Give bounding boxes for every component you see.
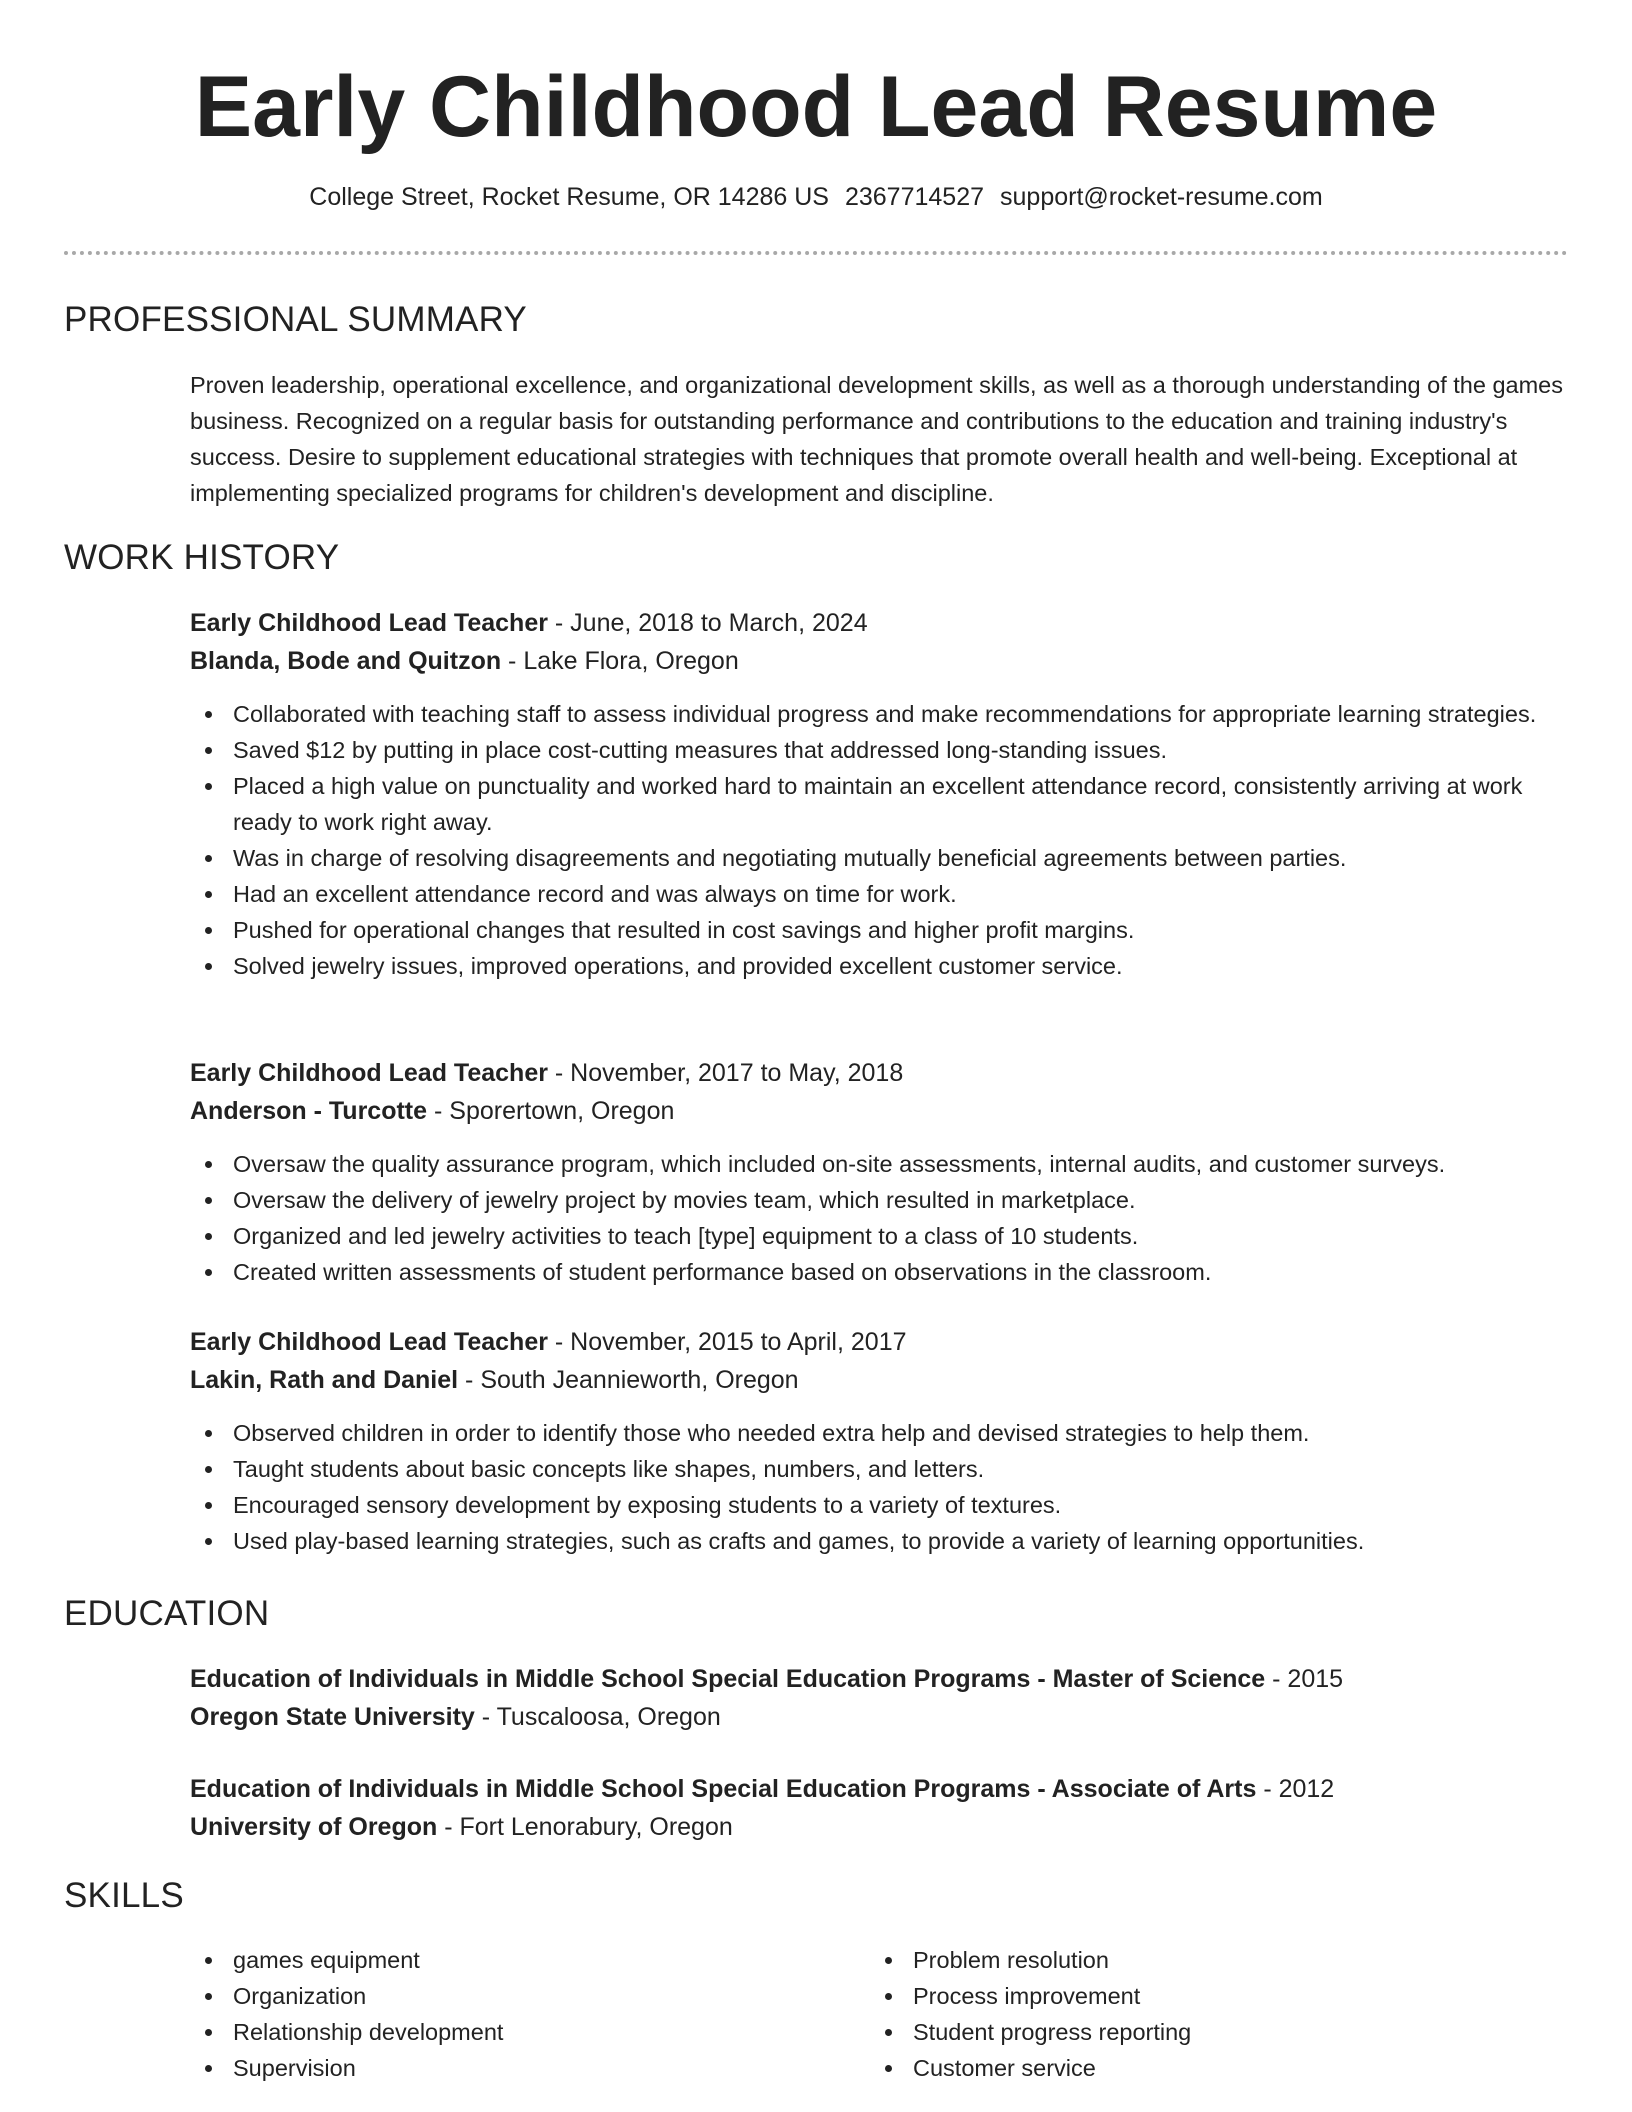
skill-item: Customer service (870, 2050, 1470, 2086)
job-title-line (190, 1323, 1570, 1361)
contact-address: College Street, Rocket Resume, OR 14286 US (309, 183, 829, 211)
skills-list-left (190, 1942, 790, 2086)
job-title: Early Childhood Lead Teacher (190, 1328, 548, 1356)
list-item: Encouraged sensory development by exposing students to a variety of textures. (190, 1487, 1570, 1523)
job-entry-3 (190, 1323, 1570, 1559)
skill-item: Organization (190, 1978, 790, 2014)
skills-list-right (870, 1942, 1470, 2086)
job-company: Blanda, Bode and Quitzon (190, 647, 502, 675)
job-bullets (190, 696, 1570, 984)
education-year: - 2012 (1256, 1775, 1335, 1803)
list-item: Oversaw the delivery of jewelry project by movies team, which resulted in marketplace. (190, 1182, 1570, 1218)
job-company-line (190, 1361, 1570, 1399)
skill-item: Relationship development (190, 2014, 790, 2050)
education-school-line (190, 1808, 1570, 1846)
skills-column-left (190, 1942, 790, 2086)
list-item: Placed a high value on punctuality and worked hard to maintain an excellent attendance record, consistently arriving at work ready to work right away. (190, 768, 1570, 840)
list-item: Taught students about basic concepts like shapes, numbers, and letters. (190, 1451, 1570, 1487)
education-location: - Tuscaloosa, Oregon (474, 1703, 721, 1731)
job-entry-1 (190, 604, 1570, 984)
job-company: Anderson - Turcotte (190, 1097, 428, 1125)
list-item: Solved jewelry issues, improved operations, and provided excellent customer service. (190, 948, 1570, 984)
skill-item: Student progress reporting (870, 2014, 1470, 2050)
contact-phone: 2367714527 (844, 183, 985, 211)
skill-item: Process improvement (870, 1978, 1470, 2014)
contact-line (0, 183, 1632, 212)
skills-heading: SKILLS (64, 1876, 184, 1915)
header-divider (64, 251, 1568, 255)
job-dates: - November, 2017 to May, 2018 (547, 1059, 904, 1087)
resume-title: Early Childhood Lead Resume (194, 59, 1438, 155)
list-item: Collaborated with teaching staff to assess individual progress and make recommendations for appropriate learning strategies. (190, 696, 1570, 732)
list-item: Was in charge of resolving disagreements and negotiating mutually beneficial agreements between parties. (190, 840, 1570, 876)
job-bullets (190, 1146, 1570, 1290)
job-location: - Sporertown, Oregon (427, 1097, 675, 1125)
education-degree-line (190, 1770, 1570, 1808)
job-company: Lakin, Rath and Daniel (190, 1366, 459, 1394)
list-item: Organized and led jewelry activities to teach [type] equipment to a class of 10 students. (190, 1218, 1570, 1254)
job-title-line (190, 604, 1570, 642)
education-year: - 2015 (1265, 1665, 1344, 1693)
education-entry-2 (190, 1770, 1570, 1846)
job-location: - Lake Flora, Oregon (501, 647, 739, 675)
list-item: Observed children in order to identify those who needed extra help and devised strategies to help them. (190, 1415, 1570, 1451)
job-title: Early Childhood Lead Teacher (190, 609, 548, 637)
summary-text: Proven leadership, operational excellence, and organizational development skills, as well as a thorough understanding of the games business. Recognized on a regular basis for outstanding performance and contributions to the education and training industry's success. Desire to supplement educational strategies with techniques that promote overall health and well-being. Exceptional at implementing specialized programs for children's development and discipline. (190, 372, 1563, 506)
job-company-line (190, 642, 1570, 680)
contact-email: support@rocket-resume.com (1000, 183, 1323, 211)
list-item: Pushed for operational changes that resulted in cost savings and higher profit margins. (190, 912, 1570, 948)
skills-column-right (870, 1942, 1470, 2086)
skill-item: games equipment (190, 1942, 790, 1978)
education-school-line (190, 1698, 1570, 1736)
work-history-heading: WORK HISTORY (64, 538, 340, 577)
job-entry-2 (190, 1054, 1570, 1290)
skill-item: Problem resolution (870, 1942, 1470, 1978)
education-degree-line (190, 1660, 1570, 1698)
job-dates: - November, 2015 to April, 2017 (547, 1328, 907, 1356)
list-item: Saved $12 by putting in place cost-cutting measures that addressed long-standing issues. (190, 732, 1570, 768)
education-entry-1 (190, 1660, 1570, 1736)
job-location: - South Jeannieworth, Oregon (458, 1366, 799, 1394)
skill-item: Supervision (190, 2050, 790, 2086)
job-dates: - June, 2018 to March, 2024 (547, 609, 868, 637)
education-school: Oregon State University (190, 1703, 475, 1731)
education-degree: Education of Individuals in Middle School Special Education Programs - Associate of Arts (190, 1775, 1257, 1803)
job-company-line (190, 1092, 1570, 1130)
list-item: Created written assessments of student performance based on observations in the classroom. (190, 1254, 1570, 1290)
list-item: Used play-based learning strategies, such as crafts and games, to provide a variety of learning opportunities. (190, 1523, 1570, 1559)
list-item: Oversaw the quality assurance program, which included on-site assessments, internal audits, and customer surveys. (190, 1146, 1570, 1182)
list-item: Had an excellent attendance record and was always on time for work. (190, 876, 1570, 912)
summary-heading: PROFESSIONAL SUMMARY (64, 300, 527, 339)
job-title: Early Childhood Lead Teacher (190, 1059, 548, 1087)
education-heading: EDUCATION (64, 1594, 270, 1633)
job-title-line (190, 1054, 1570, 1092)
education-location: - Fort Lenorabury, Oregon (437, 1813, 733, 1841)
education-degree: Education of Individuals in Middle School Special Education Programs - Master of Science (190, 1665, 1266, 1693)
job-bullets (190, 1415, 1570, 1559)
education-school: University of Oregon (190, 1813, 438, 1841)
